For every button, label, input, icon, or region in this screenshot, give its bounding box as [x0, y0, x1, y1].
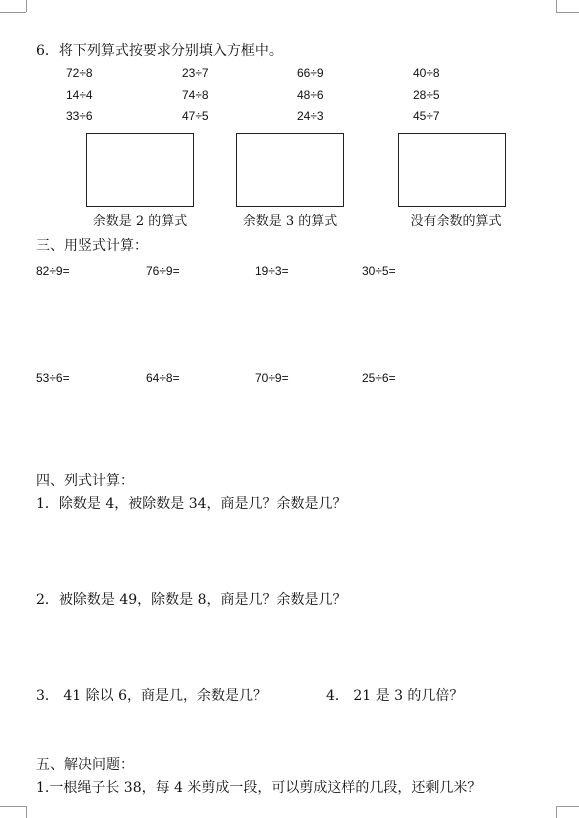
expression: 45÷7 — [413, 109, 440, 123]
calc-expression: 70÷9= — [255, 371, 289, 385]
expression: 66÷9 — [297, 66, 324, 80]
crop-mark-bottom-left — [0, 806, 26, 807]
question-6-title: 6．将下列算式按要求分别填入方框中。 — [36, 43, 283, 59]
problem-1: 1．除数是 4，被除数是 34，商是几？余数是几？ — [36, 496, 347, 512]
box-label: 余数是 2 的算式 — [92, 214, 188, 229]
problem-2: 2．被除数是 49，除数是 8，商是几？余数是几？ — [36, 592, 347, 608]
calc-expression: 82÷9= — [36, 264, 70, 278]
expression: 47÷5 — [182, 109, 209, 123]
crop-mark-top-left — [0, 12, 26, 13]
answer-box-no-remainder[interactable] — [398, 133, 506, 207]
crop-mark-bottom-left-v — [26, 806, 27, 818]
problem-4: 4． 21 是 3 的几倍？ — [326, 688, 464, 704]
calc-expression: 76÷9= — [146, 264, 180, 278]
crop-mark-top-right-v — [556, 0, 557, 12]
expression: 40÷8 — [413, 66, 440, 80]
answer-box-remainder-2[interactable] — [86, 133, 194, 207]
crop-mark-bottom-right-v — [556, 806, 557, 818]
expression: 28÷5 — [413, 88, 440, 102]
calc-expression: 64÷8= — [146, 371, 180, 385]
section-4-title: 四、列式计算： — [36, 473, 134, 489]
calc-expression: 25÷6= — [362, 371, 396, 385]
answer-box-remainder-3[interactable] — [236, 133, 344, 207]
section-3-title: 三、用竖式计算： — [36, 238, 148, 254]
expression: 48÷6 — [297, 88, 324, 102]
calc-expression: 19÷3= — [255, 264, 289, 278]
crop-mark-top-left-v — [26, 0, 27, 12]
expression: 24÷3 — [297, 109, 324, 123]
expression: 14÷4 — [66, 88, 93, 102]
word-problem-1: 1.一根绳子长 38，每 4 米剪成一段，可以剪成这样的几段，还剩几米？ — [36, 780, 482, 796]
calc-expression: 53÷6= — [36, 371, 70, 385]
box-label: 余数是 3 的算式 — [242, 214, 338, 229]
expression: 72÷8 — [66, 66, 93, 80]
expression: 74÷8 — [182, 88, 209, 102]
calc-expression: 30÷5= — [362, 264, 396, 278]
box-label: 没有余数的算式 — [410, 214, 502, 229]
expression: 33÷6 — [66, 109, 93, 123]
crop-mark-bottom-right — [556, 806, 579, 807]
problem-3: 3． 41 除以 6，商是几，余数是几？ — [36, 688, 267, 704]
section-5-title: 五、解决问题： — [36, 757, 134, 773]
expression: 23÷7 — [182, 66, 209, 80]
crop-mark-top-right — [556, 12, 579, 13]
